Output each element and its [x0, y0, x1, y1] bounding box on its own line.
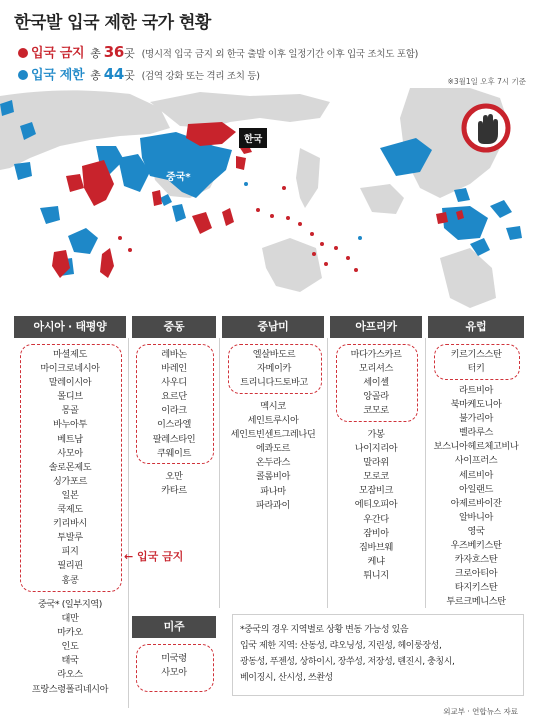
footnote-line4: 베이징시, 산시성, 쓰촨성 — [240, 673, 333, 683]
country-item: 카타르 — [161, 485, 187, 497]
country-item: 태국 — [61, 655, 79, 667]
country-item: 파라과이 — [256, 499, 290, 511]
china-label: 중국* — [166, 172, 191, 183]
country-item: 인도 — [61, 641, 79, 653]
country-item: 모로코 — [363, 471, 389, 483]
footnote-line2: 입국 제한 지역: 산동성, 랴오닝성, 지린성, 헤이룽장성, — [240, 641, 442, 651]
country-item: 세인트빈센트그레나딘 — [230, 429, 316, 441]
country-item: 대만 — [61, 613, 79, 625]
country-item: 이라크 — [161, 405, 187, 417]
country-item: 짐바브웨 — [359, 541, 393, 553]
country-item: 투발루 — [57, 532, 83, 544]
country-item: 잠비아 — [363, 527, 389, 539]
legend-ban-prefix: 총 — [90, 47, 101, 60]
country-item: 나이지리아 — [354, 443, 398, 455]
header-asia: 아시아 · 태평양 — [14, 316, 126, 338]
country-item: 몽골 — [61, 405, 79, 417]
country-item: 마카오 — [57, 627, 83, 639]
country-item: 에콰도르 — [256, 443, 290, 455]
country-item: 에티오피아 — [354, 499, 398, 511]
country-item: 영국 — [467, 525, 485, 537]
legend-restrict-count: 44 — [103, 65, 125, 83]
country-item: 싱가포르 — [53, 475, 87, 487]
header-americas: 중남미 — [222, 316, 324, 338]
country-item: 미국령 — [161, 653, 187, 664]
mideast-restrict-list — [132, 470, 216, 498]
country-item: 라오스 — [57, 669, 83, 681]
footnote-line3: 광동성, 푸젠성, 상하이시, 장쑤성, 저장성, 톈진시, 충칭시, — [240, 657, 455, 667]
country-item: 타지키스탄 — [454, 582, 498, 594]
country-item: 프랑스령폴리네시아 — [31, 683, 109, 695]
africa-restrict-list — [330, 428, 422, 583]
country-item: 앙골라 — [363, 391, 389, 403]
country-item: 튀니지 — [363, 569, 389, 581]
divider — [128, 338, 129, 708]
country-item: 북마케도니아 — [450, 399, 502, 411]
credit: 외교부 · 연합뉴스 자료 — [443, 707, 518, 716]
header-europe: 유럽 — [428, 316, 524, 338]
country-item: 모리셔스 — [359, 363, 393, 375]
country-item: 사이프러스 — [454, 455, 498, 467]
country-item: 세르비아 — [459, 469, 493, 481]
country-item: 엘살바도르 — [252, 349, 296, 360]
country-item: 우간다 — [363, 513, 389, 525]
country-item: 마셜제도 — [53, 349, 87, 360]
header-northamerica: 미주 — [132, 616, 216, 638]
header-africa: 아프리카 — [330, 316, 422, 338]
world-map — [0, 88, 540, 308]
country-item: 바누아투 — [53, 419, 87, 431]
country-item: 가봉 — [367, 429, 385, 440]
country-item: 보스니아헤르체고비나 — [433, 441, 519, 453]
country-item: 세이셸 — [363, 377, 389, 389]
country-item: 쿠웨이트 — [157, 447, 191, 459]
country-item: 피지 — [61, 546, 79, 558]
country-item: 마이크로네시아 — [40, 363, 100, 375]
country-item: 사우디 — [161, 377, 187, 389]
africa-ban-list — [336, 348, 416, 418]
country-item: 콜롬비아 — [256, 471, 290, 483]
legend-restrict-label: 입국 제한 — [31, 68, 85, 83]
country-item: 이스라엘 — [157, 419, 191, 431]
mideast-ban-list — [136, 348, 212, 461]
country-item: 레바논 — [161, 349, 187, 360]
country-item: 파나마 — [260, 485, 286, 497]
country-item: 키리바시 — [53, 518, 87, 530]
ban-dot-icon — [18, 48, 28, 58]
country-item: 베트남 — [57, 433, 83, 445]
country-item: 카자흐스탄 — [454, 554, 498, 566]
country-item: 팔레스타인 — [152, 433, 196, 445]
country-item: 필리핀 — [57, 560, 83, 572]
header-mideast: 중동 — [132, 316, 216, 338]
legend-ban-label: 입국 금지 — [31, 46, 85, 61]
legend-restrict — [18, 64, 260, 83]
country-item: 말레이시아 — [48, 377, 92, 389]
restrict-dot-icon — [18, 70, 28, 80]
ban-arrow-label: ← 입국 금지 — [124, 550, 184, 563]
country-item: 트리니다드토바고 — [240, 377, 308, 389]
country-item: 일본 — [61, 489, 79, 501]
country-item: 벨라루스 — [459, 427, 493, 439]
country-item: 쿡제도 — [57, 504, 83, 516]
asia-ban-list — [20, 348, 120, 588]
land-neutral — [0, 88, 510, 308]
country-item: 중국* (일부지역) — [38, 599, 102, 610]
country-item: 모잠비크 — [359, 485, 393, 497]
stop-hand-icon — [464, 106, 508, 150]
footnote-line1: *중국의 경우 지역별로 상황 변동 가능성 있음 — [240, 625, 409, 635]
country-item: 코모로 — [363, 405, 389, 417]
americas-restrict-list — [222, 400, 324, 513]
legend-restrict-note: (검역 강화 또는 격리 조치 등) — [141, 71, 260, 82]
legend-restrict-unit: 곳 — [124, 69, 135, 82]
europe-restrict-list — [428, 384, 524, 610]
country-item: 키르기스스탄 — [450, 349, 502, 360]
country-item: 마다가스카르 — [350, 349, 402, 360]
divider — [219, 338, 220, 608]
korea-label: 한국 — [239, 128, 267, 148]
country-item: 케냐 — [367, 555, 385, 567]
divider — [425, 338, 426, 608]
country-item: 몰디브 — [57, 391, 83, 403]
country-item: 요르단 — [161, 391, 187, 403]
country-item: 세인트루시아 — [247, 415, 299, 427]
country-item: 사모아 — [161, 667, 187, 679]
country-item: 크로아티아 — [454, 568, 498, 580]
country-item: 바레인 — [161, 363, 187, 375]
legend-ban-note: (명시적 입국 금지 외 한국 출발 이후 일정기간 이후 입국 조치도 포함) — [141, 49, 419, 60]
country-item: 터키 — [467, 363, 485, 375]
country-item: 아일랜드 — [459, 483, 493, 495]
asia-restrict-list — [14, 598, 126, 697]
legend-ban — [18, 42, 418, 61]
legend-restrict-prefix: 총 — [90, 69, 101, 82]
legend-ban-unit: 곳 — [124, 47, 135, 60]
country-item: 오만 — [165, 471, 183, 482]
country-item: 투르크메니스탄 — [446, 596, 506, 608]
country-item: 솔로몬제도 — [48, 461, 92, 473]
country-item: 멕시코 — [260, 401, 286, 412]
country-item: 아제르바이잔 — [450, 497, 502, 509]
country-item: 사모아 — [57, 447, 83, 459]
country-item: 알바니아 — [459, 511, 493, 523]
divider — [327, 338, 328, 608]
europe-ban-list — [434, 348, 518, 376]
country-item: 라트비아 — [459, 385, 493, 396]
legend-ban-count: 36 — [103, 43, 125, 61]
country-item: 우즈베키스탄 — [450, 540, 502, 552]
country-item: 말라위 — [363, 457, 389, 469]
country-item: 온두라스 — [256, 457, 290, 469]
country-item: 불가리아 — [459, 413, 493, 425]
northamerica-restrict-list — [136, 652, 212, 680]
americas-ban-list — [228, 348, 320, 390]
country-item: 홍콩 — [61, 574, 79, 586]
country-item: 자메이카 — [257, 363, 291, 375]
page-title: 한국발 입국 제한 국가 현황 — [14, 13, 211, 33]
timestamp: ※3월1일 오후 7시 기준 — [447, 77, 526, 86]
